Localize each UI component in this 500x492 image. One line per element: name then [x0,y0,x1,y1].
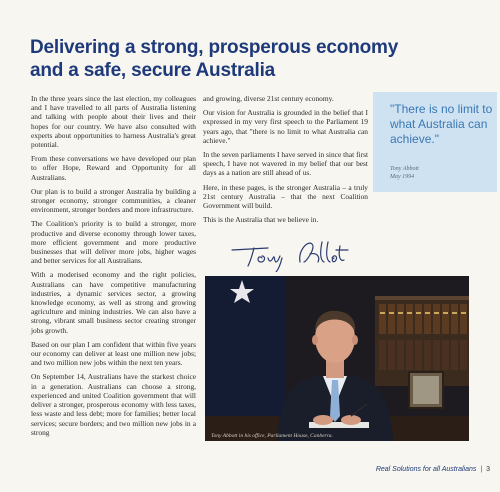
paragraph: Here, in these pages, is the stronger Australia – a truly 21st century Australia – that the next Coalition Government will build. [203,182,368,211]
pull-quote-text: "There is no limit to what Australia can achieve." [390,102,493,146]
paragraph: Our plan is to build a stronger Australia by building a stronger economy, stronger communities, a cleaner environment, stronger borders and more infrastructure. [31,186,196,215]
pull-quote [373,92,497,192]
pull-quote-name: Tony Abbott [390,166,419,172]
pull-quote-attribution [390,166,490,181]
paragraph: On September 14, Australians have the starkest choice in a generation. Australians can choose a strong, experienced and united Coalition government that will deliver a stronger, prosperous economy with less taxes, less waste and less debt; more for families; better local services; secure borders; and two million new jobs in a strong [31,372,196,437]
paragraph: This is the Australia that we believe in. [203,215,319,225]
paragraph: Our vision for Australia is grounded in the belief that I expressed in my very first speech to the Parliament 19 years ago, that "there is no limit to what Australia can achieve." [203,108,368,145]
page-footer [340,466,490,473]
paragraph: With a moderised economy and the right policies, Australians can have competitive manufacturing industries, a dynamic services sector, a growing knowledge economy, as well as strong and growing agriculture and mining industries. We can also have a strong, vibrant small business sector creating stronger jobs growth. [31,270,196,335]
title-line-1: Delivering a strong, prosperous economy [30,37,399,58]
page-number: 3 [486,466,490,473]
title-line-2: and a safe, secure Australia [30,60,276,81]
footer-separator: | [480,466,483,473]
paragraph: and growing, diverse 21st century economy. [203,94,334,103]
signature [228,232,368,272]
paragraph: In the seven parliaments I have served in since that first speech, I have not wavered in my belief that our best days as a nation are still ahead of us. [203,150,368,178]
pull-quote-date: May 1994 [390,173,415,180]
page-title [30,36,470,82]
paragraph: Based on our plan I am confident that within five years our economy can deliver at least one million new jobs; and two million new jobs within the next ten years. [31,339,196,368]
portrait-photo [205,276,469,441]
photo-caption: Tony Abbott in his office, Parliament House, Canberra. [211,433,333,439]
paragraph: From these conversations we have developed our plan to offer Hope, Reward and Opportunity for all Australians. [31,154,196,182]
portrait-illustration [205,276,469,441]
left-column [31,94,196,442]
paragraph: In the three years since the last election, my colleagues and I have travelled to all parts of Australia listening and talking with people about their lives and their hopes for our country. We have also consulted with experts about opportunities to harness Australia's great potential. [31,94,196,150]
right-column [203,94,368,229]
paragraph: The Coalition's priority is to build a stronger, more productive and diverse economy through lower taxes, more efficient government and more productive businesses that will deliver more jobs, higher wages and better services for all Australians. [31,219,196,266]
footer-label: Real Solutions for all Australians [375,466,477,473]
